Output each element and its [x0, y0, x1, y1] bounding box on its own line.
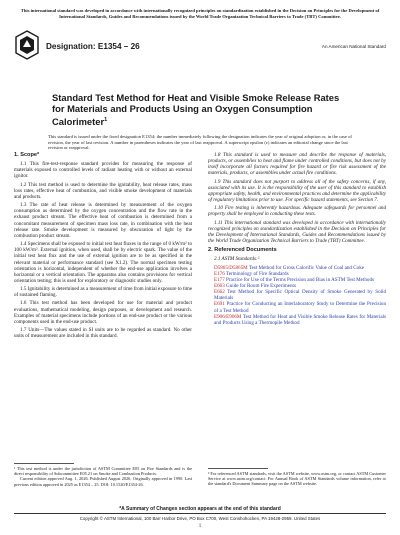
- paragraph: 1.8 This standard is used to measure and describe the response of materials, products, or assemblies to heat and flame under controlled conditions, but does not by itself incorporate all factors required for fire hazard or fire risk assessment of the materials, products, or assemblies under actual fire conditions.: [208, 152, 386, 177]
- issue-note: This standard is issued under the fixed designation E1354; the number immediately following the designation indicates the year of original adoption or, in the case of revision, the year of last revision. A number in parentheses indicates the year of last reapproval. A superscript epsilon (ε) indicates an editorial change since the last revision or reapproval.: [48, 134, 352, 151]
- reference-title-link[interactable]: Test Method for Heat and Visible Smoke Release Rates for Materials and Products Using a Thermopile Method: [214, 313, 387, 326]
- paragraph: 1.10 Fire testing is inherently hazardous. Adequate safeguards for personnel and property shall be employed in conducting these tests.: [208, 205, 386, 218]
- footnote-1: [14, 466, 192, 487]
- reference-title-link[interactable]: Test Method for Specific Optical Density of Smoke Generated by Solid Materials: [214, 289, 386, 302]
- astm-logo-icon: [14, 30, 40, 60]
- footer-divider: [14, 513, 386, 514]
- reference-code-link[interactable]: D5865/D5865M: [214, 264, 248, 271]
- footnote-divider: [14, 463, 74, 464]
- reference-code-link[interactable]: E906/E906M: [214, 313, 242, 320]
- paragraph: 1.3 The rate of heat release is determined by measurement of the oxygen consumption as determined by the oxygen concentration and the flow rate in the exhaust product stream. The effective heat of combustion is determined from a concomitant measurement of specimen mass loss rate, in combination with the heat release rate. Smoke development is measured by obscuration of light by the combustion product stream.: [14, 202, 192, 239]
- paragraph: 1.6 This test method has been developed for use for material and product evaluations, mathematical modeling, design purposes, or development and research. Examples of material specimens include portions of an end-use product or the various components used in the end-use product.: [14, 300, 192, 325]
- section-heading-references: 2. Referenced Documents: [208, 247, 277, 254]
- copyright-address: Copyright © ASTM International, 100 Barr Harbor Drive, PO Box C700, West Conshohocken, PA 19428-2959. United States: [79, 516, 321, 521]
- reference-title-link[interactable]: Test Method for Gross Calorific Value of Coal and Coke: [248, 264, 365, 271]
- summary-of-changes-note: *A Summary of Changes section appears at the end of this standard: [119, 506, 281, 512]
- reference-title-link[interactable]: Practice for Conducting an Interlaboratory Study to Determine the Precision of a Test Method: [214, 301, 386, 314]
- designation: Designation: E1354 – 26: [46, 42, 140, 51]
- reference-code-link[interactable]: E177: [214, 276, 225, 283]
- paragraph: 1.11 This international standard was developed in accordance with internationally recognized principles on standardization established in the Decision on Principles for the Development of International Standards, Guides and Recommendations issued by the World Trade Organization Technical Barriers to Trade (TBT) Committee.: [208, 219, 386, 245]
- reference-code-link[interactable]: E603: [214, 282, 225, 289]
- footnote-divider: [208, 468, 268, 469]
- reference-item[interactable]: [208, 289, 386, 301]
- page-number: 1: [198, 524, 202, 529]
- paragraph: 1.9 This standard does not purport to address all of the safety concerns, if any, associated with its use. It is the responsibility of the user of this standard to establish appropriate safety, health, and environmental practices and determine the applicability of regulatory limitations prior to use. For specific hazard statements, see Section 7.: [208, 178, 387, 204]
- document-header: [14, 30, 386, 64]
- reference-title-link[interactable]: Practice for Use of the Terms Precision and Bias in ASTM Test Methods: [226, 276, 374, 283]
- paragraph: 1.5 Ignitability is determined as a measurement of time from initial exposure to time of sustained flaming.: [14, 286, 193, 299]
- paragraph: 1.4 Specimens shall be exposed to initial test heat fluxes in the range of 0 kW/m² to 100 kW/m². External ignition, when used, shall be by electric spark. The value of the initial test heat flux and the use of external ignition are to be as specified in the relevant material or performance standard (see X1.2). The normal specimen testing orientation is horizontal, independent of whether the end-use application involves a horizontal or a vertical orientation. The apparatus also contains provisions for vertical orientation testing; this is used for exploratory or diagnostic studies only.: [14, 241, 192, 284]
- reference-code-link[interactable]: E176: [214, 270, 225, 277]
- right-column: [208, 152, 386, 326]
- reference-title-link[interactable]: Guide for Room Fire Experiments: [226, 282, 296, 289]
- reference-list: [208, 265, 386, 327]
- reference-title-link[interactable]: Terminology of Fire Standards: [225, 270, 289, 277]
- reference-code-link[interactable]: E691: [214, 301, 225, 308]
- paragraph: 1.1 This fire-test-response standard provides for measuring the response of materials exposed to controlled levels of radiant heating with or without an external ignitor.: [14, 161, 192, 180]
- document-title: Standard Test Method for Heat and Visible Smoke Release Rates for Materials and Products Using an Oxygen Consumption Calorimeter$^1$: [52, 92, 340, 127]
- footnote-2: ² For referenced ASTM standards, visit the ASTM website, www.astm.org, or contact ASTM Customer Service at www.astm.org/contact. For Annual Book of ASTM Standards volume information, refer to the standard's Document Summary page on the ASTM website.: [208, 471, 386, 487]
- subheading-astm-standards: 2.1 ASTM Standards:²: [214, 256, 260, 263]
- paragraph: 1.7 Units—The values stated in SI units are to be regarded as standard. No other units of measurement are included in this standard.: [14, 327, 192, 340]
- reference-item[interactable]: [208, 301, 386, 313]
- section-heading-scope: 1. Scope*: [14, 152, 40, 158]
- reference-item[interactable]: [208, 314, 386, 326]
- national-standard-label: An American National Standard: [321, 44, 386, 49]
- left-column: [14, 152, 192, 341]
- reference-code-link[interactable]: E662: [214, 289, 225, 296]
- footnote-text: ¹ This test method is under the jurisdiction of ASTM Committee E05 on Fire Standards and is the direct responsibility of Subcommittee E05.21 on Smoke and Combustion Products.: [14, 466, 192, 477]
- wto-notice: This international standard was developed in accordance with internationally recognized principles on standardization established in the Decision on Principles for the Development of International Standards, Guides and Recommendations issued by the World Trade Organization Technical Barriers to Trade (TBT) Committee.: [20, 8, 380, 19]
- footnote-text: Current edition approved Aug. 1, 2026. Published August 2026. Originally approved in 1990. Last previous edition approved in 2025 as E1354 – 25. DOI: 10.1520/E1354-26.: [14, 476, 192, 487]
- paragraph: 1.2 This test method is used to determine the ignitability, heat release rates, mass loss rates, effective heat of combustion, and visible smoke development of materials and products.: [14, 181, 192, 200]
